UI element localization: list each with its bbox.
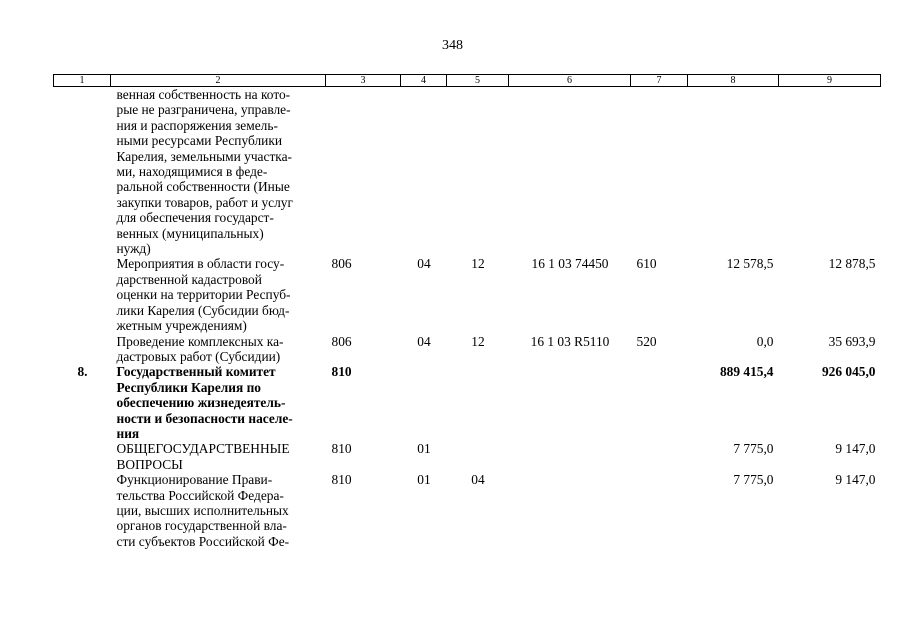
section-code: 04 — [417, 333, 431, 349]
target-article-code — [509, 441, 631, 472]
ministry-code: 810 — [331, 472, 352, 488]
column-header-7: 7 — [631, 75, 688, 87]
row-name-line: оценки на территории Респуб- — [116, 287, 291, 303]
subsection-code: 12 — [471, 256, 485, 272]
row-name-line: ции, высших исполнительных — [116, 502, 289, 518]
row-name-line: рые не разграничена, управле- — [116, 102, 291, 118]
table-row — [54, 256, 881, 333]
subsection-code: 12 — [471, 333, 485, 349]
subsection-code — [447, 441, 509, 472]
section-code — [401, 364, 447, 441]
ministry-code: 810 — [331, 364, 352, 380]
table-row — [54, 87, 881, 257]
expense-type-code — [631, 441, 688, 472]
amount-year-1 — [688, 87, 779, 257]
table-row — [54, 441, 881, 472]
subsection-code — [447, 364, 509, 441]
amount-year-2: 35 693,9 — [828, 333, 876, 349]
amount-year-1: 0,0 — [756, 333, 774, 349]
expense-type-code: 520 — [636, 333, 657, 349]
expense-type-code — [631, 472, 688, 549]
row-number: 8. — [77, 364, 88, 380]
target-article-code — [509, 472, 631, 549]
row-name-line: ности и безопасности населе- — [116, 410, 293, 426]
budget-table — [53, 74, 881, 549]
row-name-line: жетным учреждениям) — [116, 318, 247, 334]
column-header-3: 3 — [326, 75, 401, 87]
target-article-code — [509, 364, 631, 441]
ministry-code: 806 — [331, 256, 352, 272]
column-header-2: 2 — [111, 75, 326, 87]
section-code: 01 — [417, 441, 431, 457]
amount-year-2: 12 878,5 — [828, 256, 876, 272]
target-article-code: 16 1 03 74450 — [531, 256, 609, 272]
table-body — [54, 87, 881, 550]
row-name-line: Государственный комитет — [116, 364, 276, 380]
row-name — [111, 87, 326, 257]
amount-year-2: 926 045,0 — [821, 364, 876, 380]
row-name-line: Карелия, земельными участка- — [116, 148, 293, 164]
row-name — [111, 364, 326, 441]
row-name-line: ВОПРОСЫ — [116, 456, 183, 472]
row-name-line: венных (муниципальных) — [116, 225, 264, 241]
row-name-line: дастровых работ (Субсидии) — [116, 348, 281, 364]
table-row — [54, 334, 881, 365]
row-name-line: Мероприятия в области госу- — [116, 256, 285, 272]
amount-year-1: 889 415,4 — [719, 364, 774, 380]
row-name — [111, 256, 326, 333]
header-row — [54, 75, 881, 87]
target-article-code — [509, 87, 631, 257]
row-name-line: тельства Российской Федера- — [116, 487, 284, 503]
amount-year-1: 12 578,5 — [726, 256, 774, 272]
row-number — [54, 256, 111, 333]
section-code: 04 — [417, 256, 431, 272]
amount-year-1: 7 775,0 — [733, 441, 774, 457]
row-name-line: ОБЩЕГОСУДАРСТВЕННЫЕ — [116, 441, 290, 457]
subsection-code — [447, 87, 509, 257]
row-name-line: ными ресурсами Республики — [116, 133, 282, 149]
column-header-9: 9 — [779, 75, 881, 87]
row-name-line: ральной собственности (Иные — [116, 179, 290, 195]
column-header-6: 6 — [509, 75, 631, 87]
row-name-line: закупки товаров, работ и услуг — [116, 194, 293, 210]
expense-type-code — [631, 364, 688, 441]
ministry-code: 806 — [331, 333, 352, 349]
row-name-line: лики Карелия (Субсидии бюд- — [116, 302, 290, 318]
row-name-line: дарственной кадастровой — [116, 271, 262, 287]
amount-year-2: 9 147,0 — [835, 472, 876, 488]
row-name-line: сти субъектов Российской Фе- — [116, 533, 290, 549]
amount-year-2 — [779, 87, 881, 257]
amount-year-2: 9 147,0 — [835, 441, 876, 457]
target-article-code: 16 1 03 R5110 — [530, 333, 610, 349]
column-header-4: 4 — [401, 75, 447, 87]
section-code — [401, 87, 447, 257]
column-header-8: 8 — [688, 75, 779, 87]
row-name-line: Функционирование Прави- — [116, 472, 273, 488]
row-name-line: ния — [116, 425, 140, 441]
expense-type-code: 610 — [636, 256, 657, 272]
row-name-line: ния и распоряжения земель- — [116, 117, 278, 133]
row-name — [111, 334, 326, 365]
row-name-line: обеспечению жизнедеятель- — [116, 395, 286, 411]
table-row — [54, 472, 881, 549]
row-name-line: для обеспечения государст- — [116, 210, 274, 226]
row-name-line: ми, находящимися в феде- — [116, 164, 268, 180]
column-header-1: 1 — [54, 75, 111, 87]
row-name — [111, 472, 326, 549]
row-number — [54, 334, 111, 365]
subsection-code: 04 — [471, 472, 485, 488]
page-number: 348 — [442, 38, 463, 53]
row-number — [54, 472, 111, 549]
row-name-line: Республики Карелия по — [116, 379, 262, 395]
row-name-line: нужд) — [116, 241, 151, 257]
row-number — [54, 87, 111, 257]
row-name-line: Проведение комплексных ка- — [116, 333, 284, 349]
table-row — [54, 364, 881, 441]
expense-type-code — [631, 87, 688, 257]
section-code: 01 — [417, 472, 431, 488]
ministry-code — [326, 87, 401, 257]
row-name-line: органов государственной вла- — [116, 518, 287, 534]
column-header-5: 5 — [447, 75, 509, 87]
row-number — [54, 441, 111, 472]
ministry-code: 810 — [331, 441, 352, 457]
row-name — [111, 441, 326, 472]
row-name-line: венная собственность на кото- — [116, 87, 291, 102]
amount-year-1: 7 775,0 — [733, 472, 774, 488]
